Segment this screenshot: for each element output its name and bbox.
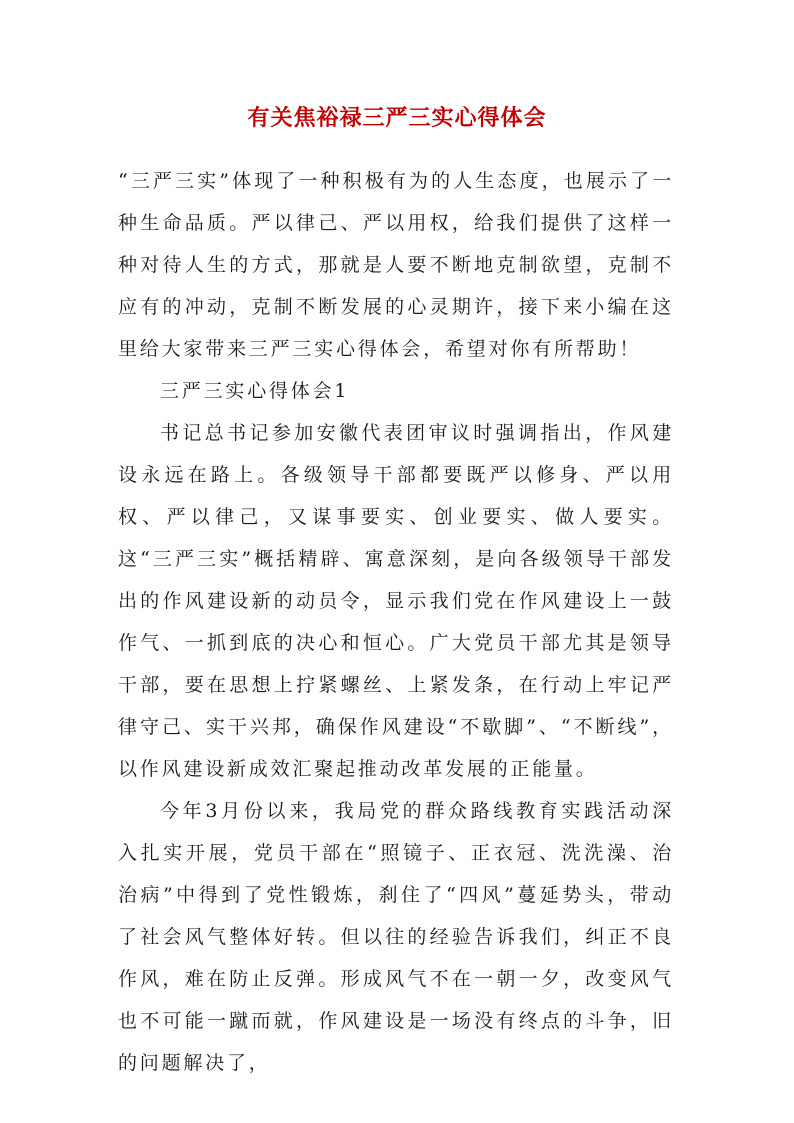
section-heading: 三严三实心得体会1 xyxy=(160,380,350,402)
document-body xyxy=(118,160,674,1084)
intro-paragraph: “三严三实”体现了一种积极有为的人生态度，也展示了一种生命品质。严以律己、严以用权，给我们提供了这样一种对待人生的方式，那就是人要不断地克制欲望，克制不应有的冲动，克制不断发展的心灵期许，接下来小编在这里给大家带来三严三实心得体会，希望对你有所帮助！ xyxy=(118,170,674,360)
body-paragraph: 书记总书记参加安徽代表团审议时强调指出，作风建设永远在路上。各级领导干部都要既严以修身、严以用权、严以律己，又谋事要实、创业要实、做人要实。这“三严三实”概括精辟、寓意深刻，是向各级领导干部发出的作风建设新的动员令，显示我们党在作风建设上一鼓作气、一抓到底的决心和恒心。广大党员干部尤其是领导干部，要在思想上拧紧螺丝、上紧发条，在行动上牢记严律守己、实干兴邦，确保作风建设“不歇脚”、“不断线”，以作风建设新成效汇聚起推动改革发展的正能量。 xyxy=(118,422,674,780)
body-paragraph: 今年3月份以来，我局党的群众路线教育实践活动深入扎实开展，党员干部在“照镜子、正衣冠、洗洗澡、治治病”中得到了党性锻炼，刹住了“四风”蔓延势头，带动了社会风气整体好转。但以往的经验告诉我们，纠正不良作风，难在防止反弹。形成风气不在一朝一夕，改变风气也不可能一蹴而就，作风建设是一场没有终点的斗争，旧的问题解决了， xyxy=(118,800,674,1074)
document-title: 有关焦裕禄三严三实心得体会 xyxy=(247,105,547,131)
